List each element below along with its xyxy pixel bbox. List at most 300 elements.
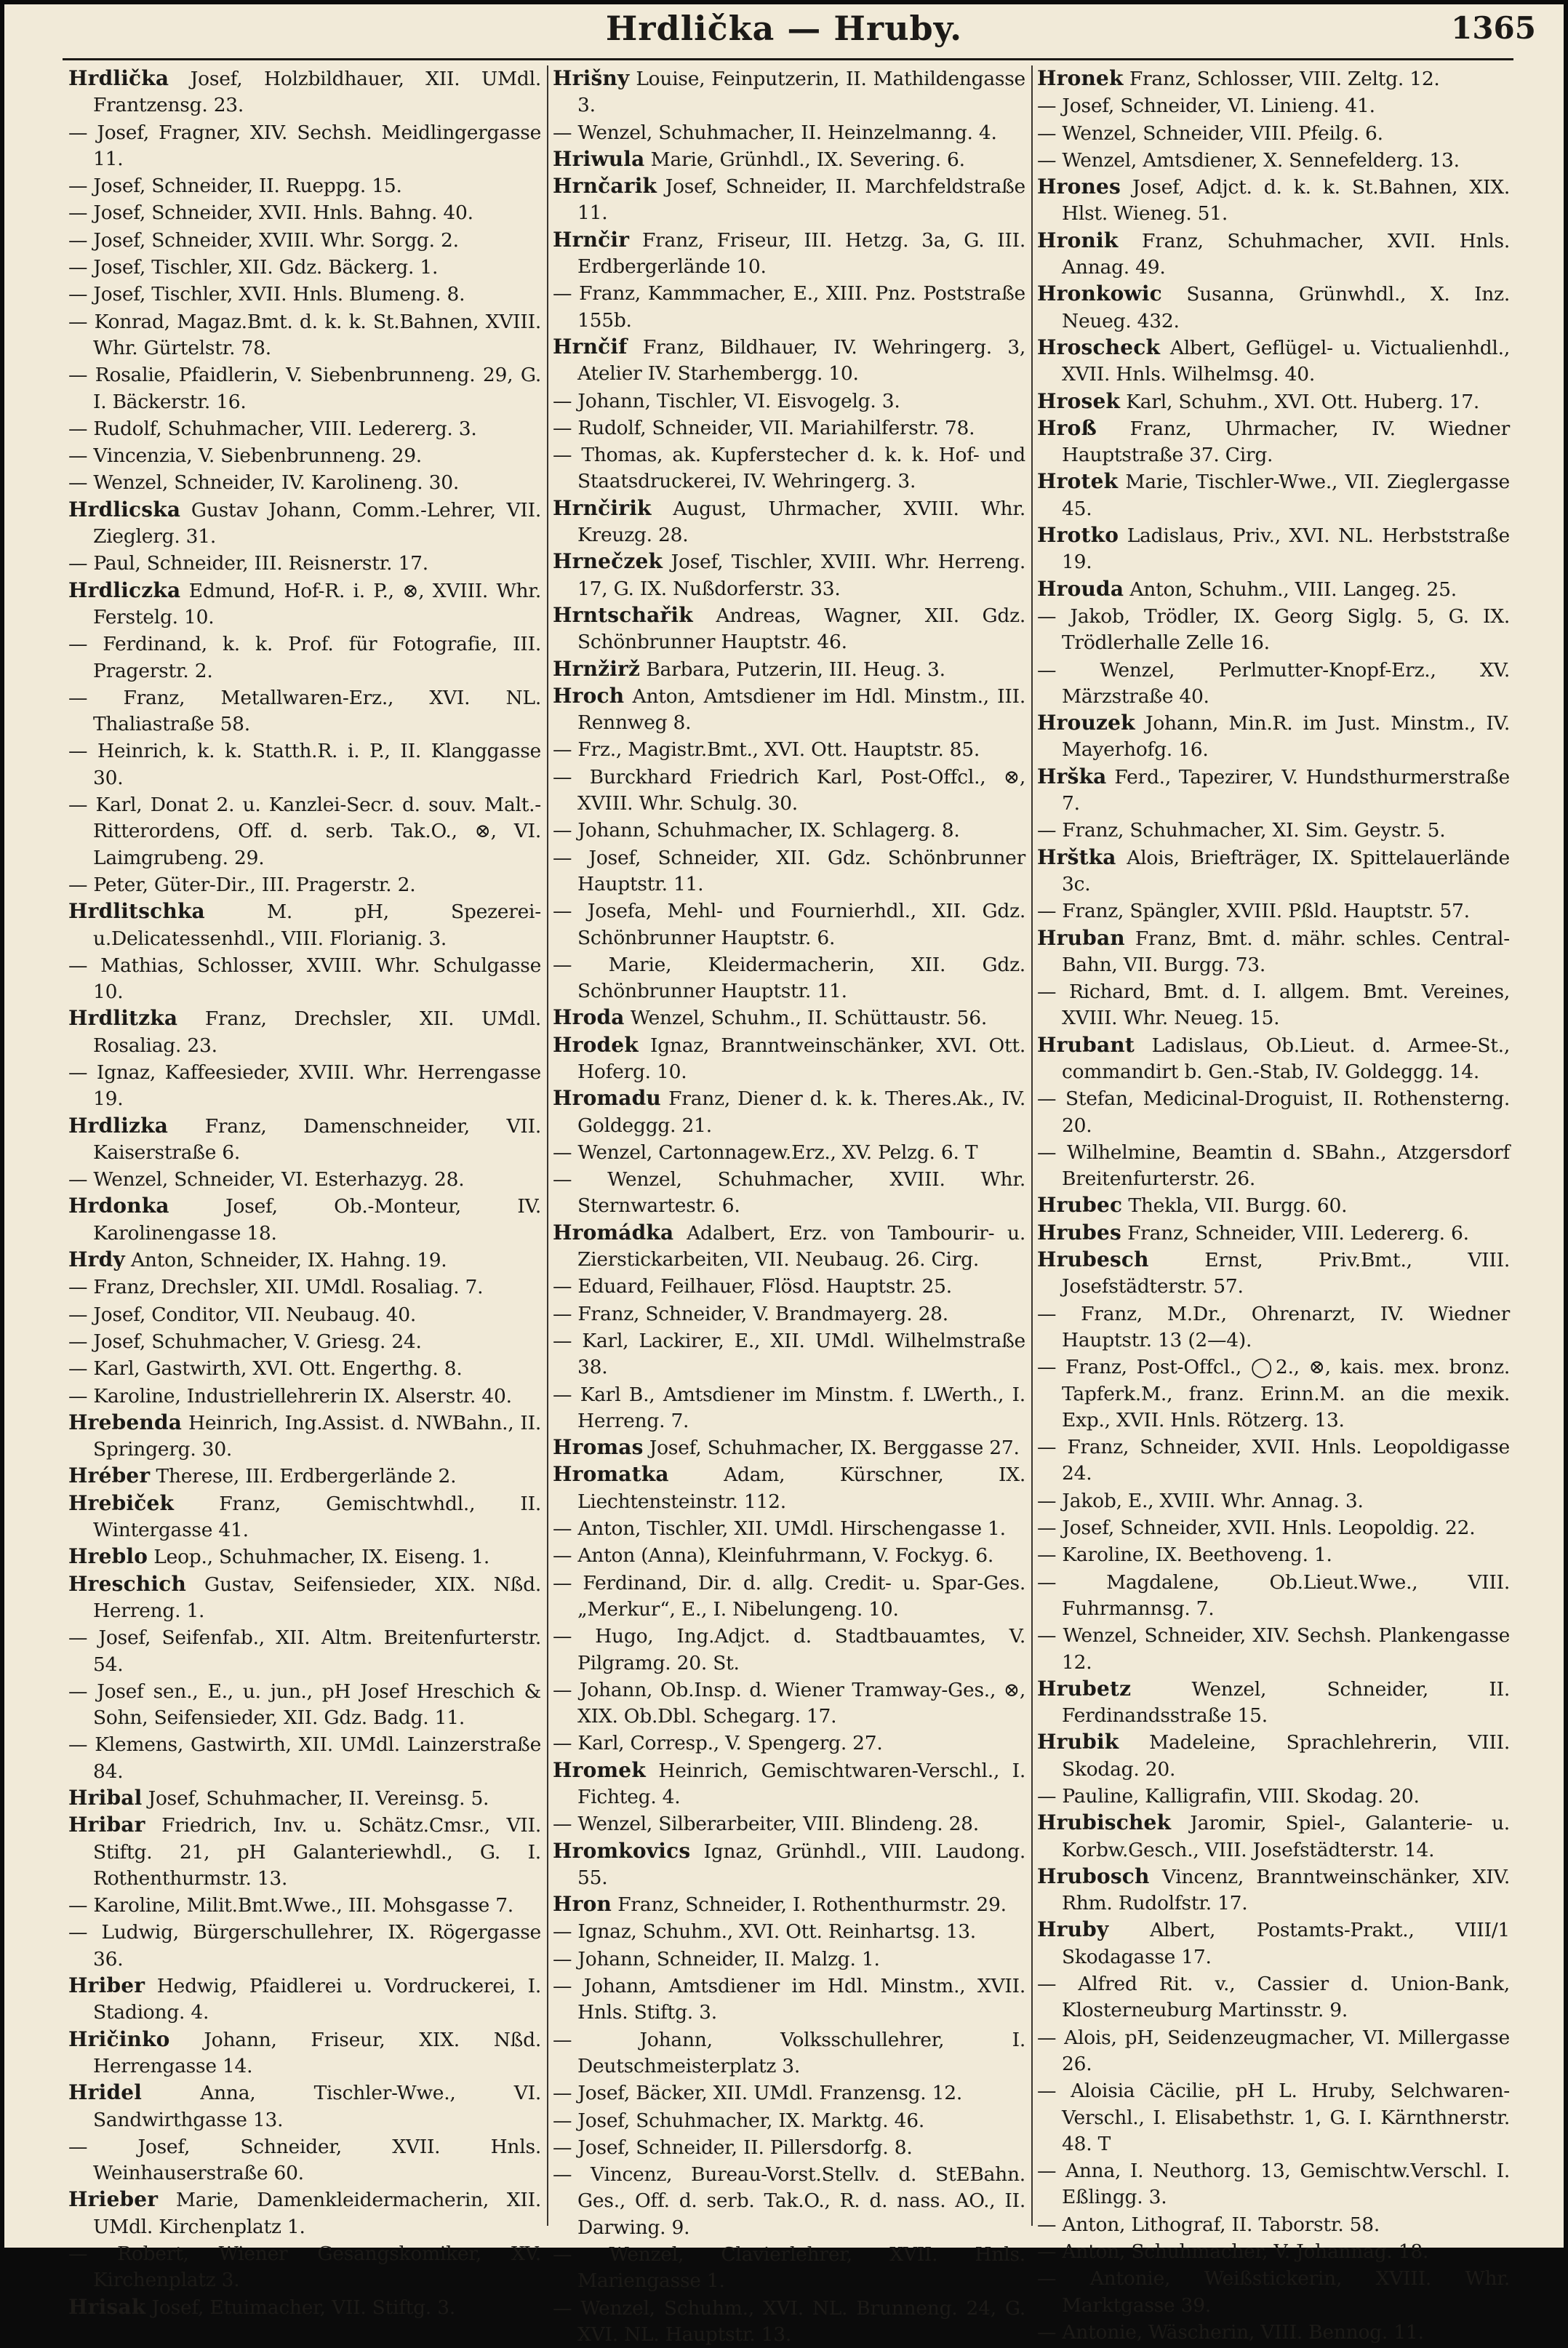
entry-surname: Hreschich [68,1571,187,1596]
directory-entry [68,1247,543,1274]
entry-details: Adalbert, Erz. von Tambourir- u. Zierstickarbeiten, VII. Neubaug. 26. Cirg. [577,1221,1025,1271]
entry-details: — Josef, Conditor, VII. Neubaug. 40. [68,1303,417,1326]
directory-entry [68,1193,543,1247]
directory-entry [68,254,543,281]
directory-entry [68,738,543,791]
directory-entry [553,736,1027,763]
entry-surname: Hrška [1037,764,1107,788]
entry-details: Josef, Schneider, II. Marchfeldstraße 11. [577,175,1025,225]
entry-details: Anton, Schuhm., VIII. Langeg. 25. [1124,578,1457,601]
entry-details: Gustav Johann, Comm.-Lehrer, VII. Zieglerg. 31. [93,498,541,548]
directory-entry [553,1381,1027,1435]
entry-surname: Hroß [1037,415,1097,440]
entry-details: — Wenzel, Schuhmacher, XVIII. Whr. Sternwartestr. 6. [553,1168,1025,1218]
entry-surname: Hrones [1037,175,1121,199]
directory-entry [553,388,1027,415]
entry-details: — Frz., Magistr.Bmt., XVI. Ott. Hauptstr. 85. [553,738,980,762]
entry-details: Ferd., Tapezirer, V. Hundsthurmerstraße 7. [1062,765,1510,815]
entry-details: Anton, Schneider, IX. Hahng. 19. [124,1249,447,1272]
directory-entry [553,2295,1027,2348]
entry-details: — Ferdinand, k. k. Prof. für Fotografie, III. Pragerstr. 2. [68,633,541,682]
directory-entry [68,550,543,577]
entry-details: — Eduard, Feilhauer, Flösd. Hauptstr. 25. [553,1275,952,1298]
entry-surname: Hribar [68,1813,145,1837]
entry-details: — Josef, Schneider, II. Pillersdorfg. 8. [553,2136,913,2159]
directory-entry [1037,522,1511,576]
directory-entry [553,1461,1027,1515]
directory-entry [68,684,543,738]
entry-surname: Hrnčirik [553,495,652,520]
entry-details: — Rudolf, Schuhmacher, VIII. Ledererg. 3. [68,417,477,440]
directory-entry [553,65,1027,119]
entry-details: Josef, Schuhmacher, II. Vereinsg. 5. [142,1787,489,1810]
entry-details: — Pauline, Kalligrafin, VIII. Skodag. 20. [1037,1785,1420,1808]
entry-details: — Josef, Schneider, XVIII. Whr. Sorgg. 2. [68,228,459,252]
entry-details: — Rudolf, Schneider, VII. Mariahilferstr. 78. [553,416,975,439]
directory-entry [553,1838,1027,1892]
entry-details: — Karoline, IX. Beethoveng. 1. [1037,1544,1332,1567]
directory-entry [1037,1569,1511,1623]
directory-entry [553,1677,1027,1730]
entry-details: — Wenzel, Cartonnagew.Erz., XV. Pelzg. 6. T [553,1141,978,1164]
entry-details: — Franz, Schuhmacher, XI. Sim. Geystr. 5. [1037,819,1446,842]
entry-details: — Josef, Bäcker, XII. UMdl. Franzensg. 12. [553,2082,963,2105]
entry-surname: Hrotko [1037,523,1119,548]
directory-entry [68,1328,543,1355]
directory-entry [553,1623,1027,1677]
directory-entry [68,2187,543,2240]
directory-page [4,4,1564,2346]
entry-surname: Hron [553,1892,612,1917]
entry-surname: Hrdonka [68,1194,169,1218]
entry-details: — Wenzel, Schneider, IV. Karolineng. 30. [68,471,460,495]
entry-details: — Antonie, Weißstickerin, XVIII. Whr. Marktgasse 39. [1037,2267,1510,2317]
entry-details: — Rosalie, Pfaidlerin, V. Siebenbrunneng. 29, G. I. Bäckerstr. 16. [68,364,541,413]
entry-surname: Hrouzek [1037,711,1135,735]
directory-entry [553,2134,1027,2161]
directory-entry [68,2133,543,2187]
directory-entry [68,1463,543,1490]
entry-details: — Heinrich, k. k. Statth.R. i. P., II. Klanggasse 30. [68,740,541,789]
directory-entry [553,817,1027,844]
directory-entry [553,2161,1027,2241]
entry-surname: Hrnečzek [553,549,663,574]
entry-surname: Hrdlitzka [68,1006,178,1031]
directory-entry [68,1624,543,1678]
entry-details: — Josef, Tischler, XII. Gdz. Bäckerg. 1. [68,256,439,279]
column-3 [1037,65,1511,2344]
entry-details: Franz, Bildhauer, IV. Wehringerg. 3, Atelier IV. Starhembergg. 10. [577,335,1025,386]
entry-surname: Hrebiček [68,1490,175,1515]
entry-details: Wenzel, Schneider, II. Ferdinandsstraße 15. [1062,1677,1510,1728]
entry-details: — Josef, Schneider, XII. Gdz. Schönbrunner Hauptstr. 11. [553,846,1025,895]
entry-surname: Hrštka [1037,844,1116,869]
entry-details: Johann, Min.R. im Just. Minstm., IV. Mayerhofg. 16. [1062,712,1510,762]
directory-entry [1037,657,1511,711]
entry-surname: Hromádka [553,1220,674,1245]
entry-surname: Hromek [553,1757,646,1782]
entry-details: — Josef, Tischler, XVII. Hnls. Blumeng. 8. [68,283,465,306]
entry-details: Barbara, Putzerin, III. Heug. 3. [640,658,945,681]
entry-details: — Josef, Schuhmacher, IX. Marktg. 46. [553,2109,925,2132]
column-2 [553,65,1027,2346]
directory-entry [1037,817,1511,844]
directory-entry [553,548,1027,602]
entry-details: Ernst, Priv.Bmt., VIII. Josefstädterstr. 57. [1062,1249,1510,1298]
entry-details: Anna, Tischler-Wwe., VI. Sandwirthgasse 13. [93,2082,541,2131]
entry-details: Franz, Schneider, VIII. Ledererg. 6. [1121,1221,1469,1245]
entry-details: — Alfred Rit. v., Cassier d. Union-Bank, Klosterneuburg Martinsstr. 9. [1037,1973,1510,2022]
directory-entry [553,602,1027,656]
entry-details: Josef, Ob.-Monteur, IV. Karolinengasse 18. [93,1195,541,1245]
directory-entry [68,442,543,469]
entry-surname: Hronek [1037,66,1124,90]
entry-surname: Hrdlicska [68,497,181,522]
directory-entry [68,1410,543,1463]
entry-details: — Johann, Schuhmacher, IX. Schlagerg. 8. [553,819,960,842]
entry-surname: Hriwula [553,146,645,171]
directory-entry [1037,468,1511,522]
entry-surname: Hrišny [553,66,630,90]
directory-entry [68,871,543,898]
entry-surname: Hromatka [553,1462,669,1487]
directory-entry [68,497,543,551]
entry-surname: Hrubetz [1037,1676,1132,1701]
entry-details: Adam, Kürschner, IX. Liechtensteinstr. 112. [577,1463,1025,1513]
entry-surname: Hruban [1037,925,1125,950]
entry-details: — Karoline, Milit.Bmt.Wwe., III. Mohsgasse 7. [68,1894,513,1917]
directory-entry [1037,2077,1511,2157]
entry-surname: Hrnžirž [553,656,641,681]
directory-entry [553,1327,1027,1381]
directory-entry [553,1032,1027,1086]
entry-surname: Hrdlizka [68,1113,169,1138]
entry-surname: Hrieber [68,2187,159,2212]
directory-entry [68,1113,543,1167]
entry-details: — Richard, Bmt. d. I. allgem. Bmt. Vereines, XVIII. Whr. Neueg. 15. [1037,981,1510,1030]
entry-surname: Hrubant [1037,1032,1135,1057]
entry-details: Leop., Schuhmacher, IX. Eiseng. 1. [148,1546,490,1569]
entry-surname: Hribal [68,1786,143,1810]
column-divider [1031,65,1033,2226]
entry-surname: Hreblo [68,1544,148,1569]
entry-surname: Hrodek [553,1032,639,1057]
directory-entry [1037,844,1511,898]
entry-details: — Johann, Schneider, II. Malzg. 1. [553,1947,880,1970]
entry-details: — Anton, Schuhmacher, V. Johannag. 18. [1037,2240,1429,2264]
directory-entry [68,1731,543,1785]
entry-details: — Anton, Tischler, XII. UMdl. Hirschengasse 1. [553,1517,1006,1541]
entry-details: — Mathias, Schlosser, XVIII. Whr. Schulgasse 10. [68,954,541,1004]
directory-entry [68,1301,543,1328]
entry-details: Heinrich, Gemischtwaren-Verschl., I. Fichteg. 4. [577,1759,1025,1808]
entry-details: Susanna, Grünwhdl., X. Inz. Neueg. 432. [1062,283,1510,332]
directory-entry [553,1918,1027,1945]
entry-details: — Johann, Tischler, VI. Eisvogelg. 3. [553,389,900,412]
entry-details: Franz, Damenschneider, VII. Kaiserstraße 6. [93,1114,541,1164]
entry-details: — Josef, Seifenfab., XII. Altm. Breitenfurterstr. 54. [68,1626,541,1676]
entry-details: Andreas, Wagner, XII. Gdz. Schönbrunner Hauptstr. 46. [577,604,1025,654]
directory-entry [68,308,543,362]
entry-details: Ignaz, Grünhdl., VIII. Laudong. 55. [577,1840,1025,1889]
entry-details: — Karl, Donat 2. u. Kanzlei-Secr. d. souv. Malt.-Ritterordens, Off. d. serb. Tak.O., ⊗, VI. Laimgrubeng. 29. [68,794,541,869]
entry-surname: Hrnčarik [553,174,657,199]
entry-details: Ladislaus, Ob.Lieut. d. Armee-St., commandirt b. Gen.-Stab, IV. Goldeggg. 14. [1062,1034,1510,1083]
entry-details: — Josef, Schneider, VI. Linieng. 41. [1037,95,1375,118]
entry-details: M. pH, Spezerei-u.Delicatessenhdl., VIII. Florianig. 3. [93,901,541,950]
entry-details: — Johann, Volksschullehrer, I. Deutschmeisterplatz 3. [553,2028,1025,2077]
entry-surname: Hronik [1037,228,1119,252]
directory-entry [68,65,543,119]
directory-entry [553,764,1027,818]
directory-entry [1037,415,1511,469]
entry-details: Ladislaus, Priv., XVI. NL. Herbststraße 19. [1062,524,1510,574]
directory-entry [553,1085,1027,1139]
directory-entry [1037,1729,1511,1783]
directory-entry [1037,1220,1511,1247]
entry-details: — Wenzel, Schneider, XIV. Sechsh. Plankengasse 12. [1037,1624,1510,1674]
entry-details: Franz, Friseur, III. Hetzg. 3a, G. III. Erdbergerlände 10. [577,228,1025,279]
directory-entry [1037,120,1511,147]
entry-details: — Karoline, Industriellehrerin IX. Alserstr. 40. [68,1384,512,1407]
entry-surname: Hrebenda [68,1410,183,1434]
entry-details: — Wenzel, Schuhm., XVI. NL. Brunneng. 24, G. XVI. NL. Hauptstr. 13. [553,2296,1025,2346]
entry-surname: Hridel [68,2080,143,2105]
directory-entry [1037,925,1511,979]
entry-details: Friedrich, Inv. u. Schätz.Cmsr., VII. Stiftg. 21, pH Galanteriewhdl., G. I. Rothenthurmstr. 13. [93,1814,541,1890]
header-rule [63,58,1513,60]
directory-entry [553,415,1027,442]
directory-entry [553,656,1027,683]
directory-entry [68,2240,543,2294]
entry-details: — Jakob, E., XVIII. Whr. Annag. 3. [1037,1489,1364,1512]
directory-entry [68,1355,543,1382]
entry-details: — Karl, Gastwirth, XVI. Ott. Engerthg. 8. [68,1357,463,1381]
directory-entry [553,495,1027,549]
entry-surname: Hromkovics [553,1838,691,1863]
directory-entry [68,172,543,199]
entry-details: Marie, Grünhdl., IX. Severing. 6. [644,148,965,171]
entry-details: — Franz, Spängler, XVIII. Pßld. Hauptstr. 57. [1037,900,1470,923]
directory-entry [553,227,1027,281]
column-divider [547,65,548,2226]
entry-details: — Hugo, Ing.Adjct. d. Stadtbauamtes, V. Pilgramg. 20. St. [553,1625,1025,1674]
entry-details: — Josef, Schneider, XVII. Hnls. Bahng. 40. [68,201,473,225]
directory-entry [68,2294,543,2321]
entry-details: — Vincenz, Bureau-Vorst.Stellv. d. StEBahn. Ges., Off. d. serb. Tak.O., R. d. nass. AO., II. Darwing. 9. [553,2163,1025,2239]
entry-details: — Franz, Schneider, V. Brandmayerg. 28. [553,1302,948,1325]
directory-entry [1037,2024,1511,2078]
entry-details: — Wenzel, Schneider, VI. Esterhazyg. 28. [68,1168,465,1191]
entry-surname: Hroda [553,1005,625,1030]
entry-details: — Wenzel, Perlmutter-Knopf-Erz., XV. Märzstraße 40. [1037,658,1510,708]
directory-entry [1037,388,1511,415]
entry-surname: Hronkowic [1037,281,1162,306]
entry-details: — Stefan, Medicinal-Droguist, II. Rothensterng. 20. [1037,1087,1510,1137]
directory-entry [68,1274,543,1301]
entry-surname: Hrosek [1037,388,1121,413]
directory-entry [1037,1541,1511,1568]
entry-details: — Franz, Schneider, XVII. Hnls. Leopoldigasse 24. [1037,1436,1510,1485]
running-head: Hrdlička — Hruby. [605,9,963,48]
entry-surname: Hrubec [1037,1193,1123,1218]
entry-surname: Hrubes [1037,1220,1121,1245]
entry-details: — Magdalene, Ob.Lieut.Wwe., VIII. Fuhrmannsg. 7. [1037,1570,1510,1620]
directory-entry [553,1301,1027,1327]
directory-entry [553,844,1027,898]
entry-details: Franz, Diener d. k. k. Theres.Ak., IV. Goldeggg. 21. [577,1087,1025,1137]
entry-details: — Josefa, Mehl- und Fournierhdl., XII. Gdz. Schönbrunner Hauptstr. 6. [553,900,1025,949]
directory-entry [553,951,1027,1005]
directory-entry [68,898,543,952]
directory-entry [553,1434,1027,1461]
directory-entry [1037,1917,1511,1970]
entry-details: Therese, III. Erdbergerlände 2. [150,1465,457,1488]
directory-entry [553,1891,1027,1918]
directory-entry [553,1139,1027,1166]
entry-details: — Wenzel, Schuhmacher, II. Heinzelmanng. 4. [553,121,997,144]
entry-surname: Hrdy [68,1247,125,1272]
entry-details: — Thomas, ak. Kupferstecher d. k. k. Hof- und Staatsdruckerei, IV. Wehringerg. 3. [553,444,1025,493]
entry-surname: Hrisak [68,2294,146,2319]
directory-entry [1037,228,1511,281]
directory-entry [1037,1514,1511,1541]
directory-entry [68,578,543,631]
entry-details: — Paul, Schneider, III. Reisnerstr. 17. [68,552,428,575]
entry-details: Albert, Postamts-Prakt., VIII/1 Skodagasse 17. [1062,1919,1510,1968]
entry-details: Louise, Feinputzerin, II. Mathildengasse 3. [577,68,1025,117]
directory-entry [1037,281,1511,335]
entry-details: — Vincenzia, V. Siebenbrunneng. 29. [68,444,422,468]
directory-entry [68,1005,543,1059]
entry-surname: Hrntschařik [553,602,693,627]
directory-entry [68,1785,543,1812]
entry-details: Thekla, VII. Burgg. 60. [1122,1194,1348,1218]
entry-details: Hedwig, Pfaidlerei u. Vordruckerei, I. Stadiong. 4. [93,1975,541,2024]
entry-details: Franz, Schneider, I. Rothenthurmstr. 29. [612,1893,1007,1917]
entry-details: — Ignaz, Kaffeesieder, XVIII. Whr. Herrengasse 19. [68,1061,541,1111]
entry-details: — Karl B., Amtsdiener im Minstm. f. LWerth., I. Herreng. 7. [553,1383,1025,1432]
directory-entry [68,1571,543,1625]
entry-surname: Hréber [68,1463,151,1488]
directory-entry [68,791,543,871]
entry-details: — Anton, Lithograf, II. Taborstr. 58. [1037,2213,1380,2236]
entry-details: — Ludwig, Bürgerschullehrer, IX. Rögergasse 36. [68,1921,541,1970]
directory-entry [1037,898,1511,925]
entry-details: — Josef, Schneider, XVII. Hnls. Weinhauserstraße 60. [68,2135,541,2185]
entry-details: Johann, Friseur, XIX. Nßd. Herrengasse 14. [93,2028,541,2077]
entry-details: — Anton (Anna), Kleinfuhrmann, V. Fockyg. 6. [553,1544,994,1568]
entry-details: Anton, Amtsdiener im Hdl. Minstm., III. Rennweg 8. [577,684,1025,735]
directory-entry [553,1220,1027,1274]
entry-surname: Hrouda [1037,576,1124,601]
entry-details: Franz, Drechsler, XII. UMdl. Rosaliag. 23. [93,1007,541,1057]
entry-surname: Hrubischek [1037,1810,1172,1835]
directory-entry [1037,2211,1511,2238]
entry-details: Marie, Tischler-Wwe., VII. Zieglergasse 45. [1062,471,1510,520]
entry-surname: Hrubosch [1037,1864,1150,1888]
entry-surname: Hrotek [1037,469,1119,494]
entry-surname: Hrubik [1037,1730,1119,1754]
entry-details: — Josef, Schneider, II. Rueppg. 15. [68,175,402,198]
entry-details: — Karl, Corresp., V. Spengerg. 27. [553,1732,883,1755]
directory-entry [553,1542,1027,1569]
directory-entry [553,1730,1027,1757]
directory-entry [1037,2319,1511,2346]
entry-details: — Franz, Post-Offcl., ◯2., ⊗, kais. mex. bronz. Tapferk.M., franz. Erinn.M. an die mexik. Exp., XVII. Hnls. Rötzerg. 13. [1037,1356,1510,1431]
directory-entry [553,1005,1027,1031]
directory-entry [68,227,543,254]
entry-details: — Peter, Güter-Dir., III. Pragerstr. 2. [68,873,416,896]
entry-details: — Franz, Kammmacher, E., XIII. Pnz. Poststraße 155b. [553,282,1025,332]
directory-entry [1037,603,1511,657]
directory-entry [68,1490,543,1544]
entry-details: — Jakob, Trödler, IX. Georg Siglg. 5, G. IX. Trödlerhalle Zelle 16. [1037,604,1510,655]
directory-entry [553,442,1027,495]
entry-details: — Josef, Fragner, XIV. Sechsh. Meidlingergasse 11. [68,121,541,170]
directory-entry [1037,1783,1511,1810]
entry-details: Franz, Schlosser, VIII. Zeltg. 12. [1123,68,1440,90]
entry-details: — Robert, Wiener Gesangskomiker, XV. Kirchenplatz 3. [68,2243,541,2292]
entry-details: Franz, Bmt. d. mähr. schles. Central-Bahn, VII. Burgg. 73. [1062,927,1510,976]
directory-entry [68,1544,543,1570]
directory-entry [1037,1622,1511,1676]
directory-entry [68,2026,543,2080]
directory-entry [1037,1864,1511,1917]
directory-entry [68,1059,543,1113]
entry-surname: Hrdlička [68,66,169,90]
entry-details: — Wenzel, Schneider, VIII. Pfeilg. 6. [1037,121,1383,145]
entry-details: — Marie, Kleidermacherin, XII. Gdz. Schönbrunner Hauptstr. 11. [553,953,1025,1003]
entry-details: Josef, Schuhmacher, IX. Berggasse 27. [643,1437,1020,1460]
entry-surname: Hroch [553,683,625,708]
directory-entry [553,2080,1027,2107]
directory-entry [68,362,543,415]
entry-details: Alois, Briefträger, IX. Spittelauerlände 3c. [1062,846,1510,895]
directory-entry [68,1383,543,1410]
directory-entry [1037,1192,1511,1219]
entry-surname: Hromadu [553,1086,661,1111]
directory-entry [68,631,543,684]
directory-entry [553,173,1027,227]
entry-details: Wenzel, Schuhm., II. Schüttaustr. 56. [624,1007,987,1030]
entry-details: Franz, Uhrmacher, IV. Wiedner Hauptstraße 37. Cirg. [1062,417,1510,467]
directory-entry [553,2241,1027,2295]
entry-details: — Antonie, Wäscherin, VIII. Bennog. 11. [1037,2320,1424,2344]
directory-entry [68,415,543,442]
directory-entry [1037,1434,1511,1488]
entry-details: Josef, Adjct. d. k. k. St.Bahnen, XIX. Hlst. Wieneg. 51. [1062,176,1510,225]
entry-surname: Hromas [553,1435,644,1460]
directory-entry [1037,174,1511,228]
page-header [4,4,1564,64]
directory-entry [1037,92,1511,119]
directory-entry [553,1946,1027,1973]
directory-entry [1037,1810,1511,1864]
directory-entry [1037,2238,1511,2265]
entry-details: Madeleine, Sprachlehrerin, VIII. Skodag. 20. [1062,1731,1510,1781]
entry-details: August, Uhrmacher, XVIII. Whr. Kreuzg. 28. [577,497,1025,547]
entry-details: — Karl, Lackirer, E., XII. UMdl. Wilhelmstraße 38. [553,1329,1025,1379]
directory-entry [553,1810,1027,1837]
entry-details: — Ignaz, Schuhm., XVI. Ott. Reinhartsg. 13. [553,1920,976,1944]
directory-entry [68,2080,543,2133]
entry-details: — Alois, pH, Seidenzeugmacher, VI. Millergasse 26. [1037,2026,1510,2075]
entry-details: Karl, Schuhm., XVI. Ott. Huberg. 17. [1120,390,1480,413]
directory-entry [1037,1139,1511,1193]
directory-entry [1037,1032,1511,1086]
entry-details: — Konrad, Magaz.Bmt. d. k. k. St.Bahnen, XVIII. Whr. Gürtelstr. 78. [68,310,541,359]
